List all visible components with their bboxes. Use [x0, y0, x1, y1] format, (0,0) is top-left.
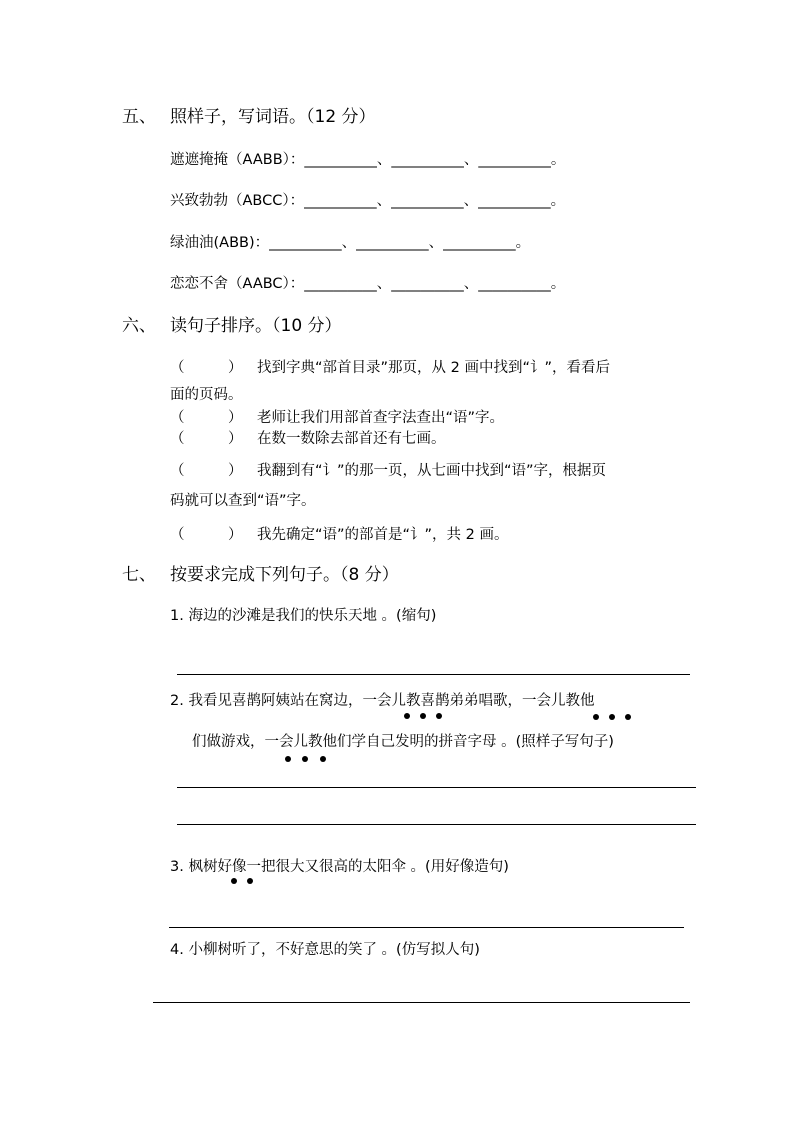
question-3: 3. 枫树好像一把很大又很高的太阳伞 。(用好像造句) [170, 859, 509, 875]
order-sentence-4-cont: 码就可以查到“语”字。 [170, 493, 316, 509]
order-blank-5[interactable]: （ ） [170, 527, 243, 543]
order-sentence-5: 我先确定“语”的部首是“讠”，共 2 画。 [257, 527, 509, 543]
order-sentence-4: 我翻到有“讠”的那一页，从七画中找到“语”字，根据页 [257, 463, 607, 479]
emphasis-dot [436, 713, 442, 719]
order-sentence-1-cont: 面的页码。 [170, 387, 243, 403]
section-6-title: 读句子排序。（10 分） [170, 316, 342, 336]
emphasis-dot [404, 713, 410, 719]
emphasis-dot [593, 714, 599, 720]
question-4: 4. 小柳树听了，不好意思的笑了 。(仿写拟人句) [170, 942, 480, 958]
emphasis-dot [420, 713, 426, 719]
answer-line-4[interactable] [153, 1002, 690, 1003]
section-7-title: 按要求完成下列句子。（8 分） [170, 565, 399, 585]
emphasis-dot [231, 878, 237, 884]
section-6-number: 六、 [122, 316, 156, 336]
word-row-abcc: 兴致勃勃（ABCC）：__________、__________、__________。 [170, 193, 566, 209]
answer-line-2b[interactable] [177, 824, 696, 825]
word-row-aabb: 遮遮掩掩（AABB）：__________、__________、__________。 [170, 152, 566, 168]
word-row-aabc: 恋恋不舍（AABC）：__________、__________、__________。 [170, 276, 566, 292]
emphasis-dot [247, 878, 253, 884]
order-blank-1[interactable]: （ ） [170, 360, 243, 376]
order-blank-4[interactable]: （ ） [170, 463, 243, 479]
order-sentence-1: 找到字典“部首目录”那页，从 2 画中找到“讠”，看看后 [257, 360, 610, 376]
order-blank-2[interactable]: （ ） [170, 410, 243, 426]
order-sentence-3: 在数一数除去部首还有七画。 [257, 431, 446, 447]
question-2-line-2: 们做游戏，一会儿教他们学自己发明的拼音字母 。(照样子写句子) [192, 734, 614, 750]
section-5-title: 照样子，写词语。（12 分） [170, 107, 376, 127]
emphasis-dot [302, 756, 308, 762]
order-blank-3[interactable]: （ ） [170, 431, 243, 447]
emphasis-dot [320, 756, 326, 762]
order-sentence-2: 老师让我们用部首查字法查出“语”字。 [257, 410, 505, 426]
answer-line-1[interactable] [177, 674, 690, 675]
word-row-abb: 绿油油(ABB)：__________、__________、__________。 [170, 235, 531, 251]
emphasis-dot [625, 714, 631, 720]
question-2-line-1: 2. 我看见喜鹊阿姨站在窝边，一会儿教喜鹊弟弟唱歌，一会儿教他 [170, 693, 595, 709]
emphasis-dot [609, 714, 615, 720]
answer-line-2a[interactable] [177, 787, 696, 788]
emphasis-dot [285, 756, 291, 762]
section-7-number: 七、 [122, 565, 156, 585]
question-1: 1. 海边的沙滩是我们的快乐天地 。(缩句) [170, 608, 437, 624]
answer-line-3[interactable] [169, 927, 684, 928]
section-5-number: 五、 [122, 107, 156, 127]
